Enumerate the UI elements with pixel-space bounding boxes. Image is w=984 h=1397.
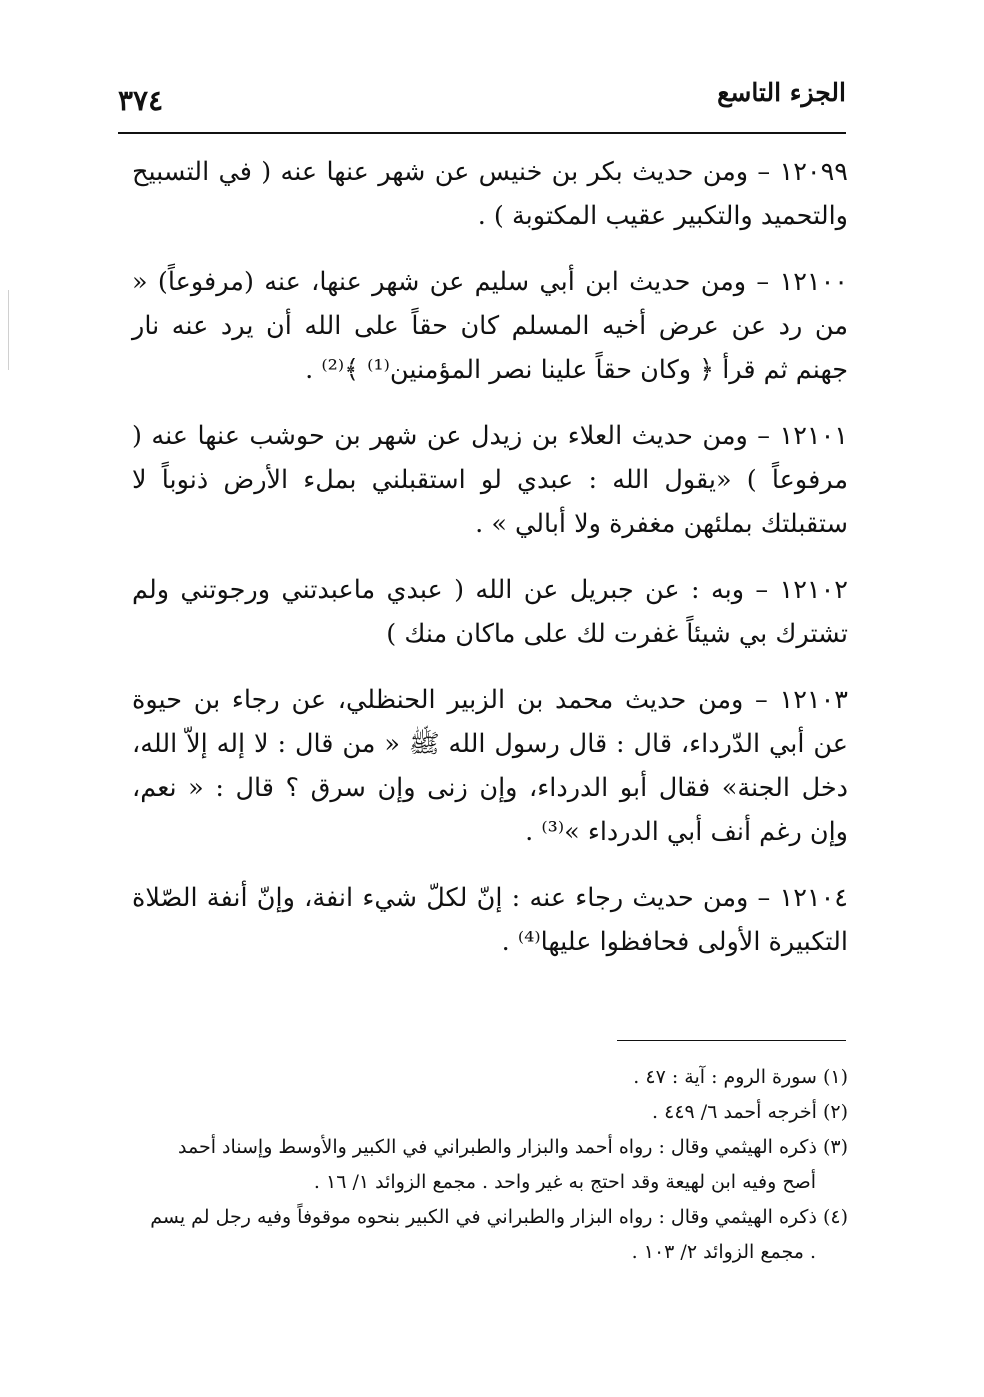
page-header [118, 78, 846, 124]
footnote-4: (٤) ذكره الهيثمي وقال : رواه البزار والطبراني في الكبير بنحوه موقوفاً وفيه رجل لم يسم [150, 1206, 848, 1228]
footnote-3: (٣) ذكره الهيثمي وقال : رواه أحمد والبزار والطبراني في الكبير والأوسط وإسناد أحمد [178, 1136, 848, 1158]
footnote-4-continuation: . مجمع الزوائد ٢/ ١٠٣ . [631, 1241, 816, 1263]
footnote-rule [617, 1040, 846, 1041]
footnote-2: (٢) أخرجه أحمد ٦/ ٤٤٩ . [652, 1101, 848, 1123]
hadith-entry-12100: ١٢١٠٠ – ومن حديث ابن أبي سليم عن شهر عنها، عنه (مرفوعاً) « من رد عن عرض أخيه المسلم كان حقاً على الله أن يرد عنه نار جهنم ثم قرأ ﴿ وكان حقاً علينا نصر المؤمنين⁽¹⁾ ﴾⁽²⁾ . [132, 267, 848, 385]
running-title: الجزء التاسع [717, 78, 846, 107]
hadith-entry-12101: ١٢١٠١ – ومن حديث العلاء بن زيدل عن شهر بن حوشب عنها عنه ( مرفوعاً ) «يقول الله : عبدي لو استقبلني بملء الأرض ذنوباً لا ستقبلتك بملئهن مغفرة ولا أبالي » . [132, 421, 848, 539]
page-number: ٣٧٤ [118, 84, 164, 117]
footnotes [132, 1060, 848, 1270]
hadith-entry-12103: ١٢١٠٣ – ومن حديث محمد بن الزبير الحنظلي، عن رجاء بن حيوة عن أبي الدّرداء، قال : قال رسول الله ﷺ « من قال : لا إله إلاّ الله، دخل الجنة» فقال أبو الدرداء، وإن زنى وإن سرق ؟ قال : « نعم، وإن رغم أنف أبي الدرداء »⁽³⁾ . [132, 685, 848, 847]
hadith-entry-12102: ١٢١٠٢ – وبه : عن جبريل عن الله ( عبدي ماعبدتني ورجوتني ولم تشترك بي شيئاً غفرت لك على ماكان منك ) [132, 575, 848, 649]
hadith-entry-12104: ١٢١٠٤ – ومن حديث رجاء عنه : إنّ لكلّ شيء انفة، وإنّ أنفة الصّلاة التكبيرة الأولى فحافظوا عليها⁽⁴⁾ . [132, 883, 848, 957]
header-rule [118, 132, 846, 134]
footnote-1: (١) سورة الروم : آية : ٤٧ . [633, 1066, 848, 1088]
footnote-3-continuation: أصح وفيه ابن لهيعة وقد احتج به غير واحد . مجمع الزوائد ١/ ١٦ . [313, 1171, 816, 1193]
hadith-entry-12099: ١٢٠٩٩ – ومن حديث بكر بن خنيس عن شهر عنها عنه ( في التسبيح والتحميد والتكبير عقيب المكتوبة ) . [132, 157, 848, 231]
main-text [132, 150, 848, 986]
scan-edge-mark [8, 290, 9, 370]
